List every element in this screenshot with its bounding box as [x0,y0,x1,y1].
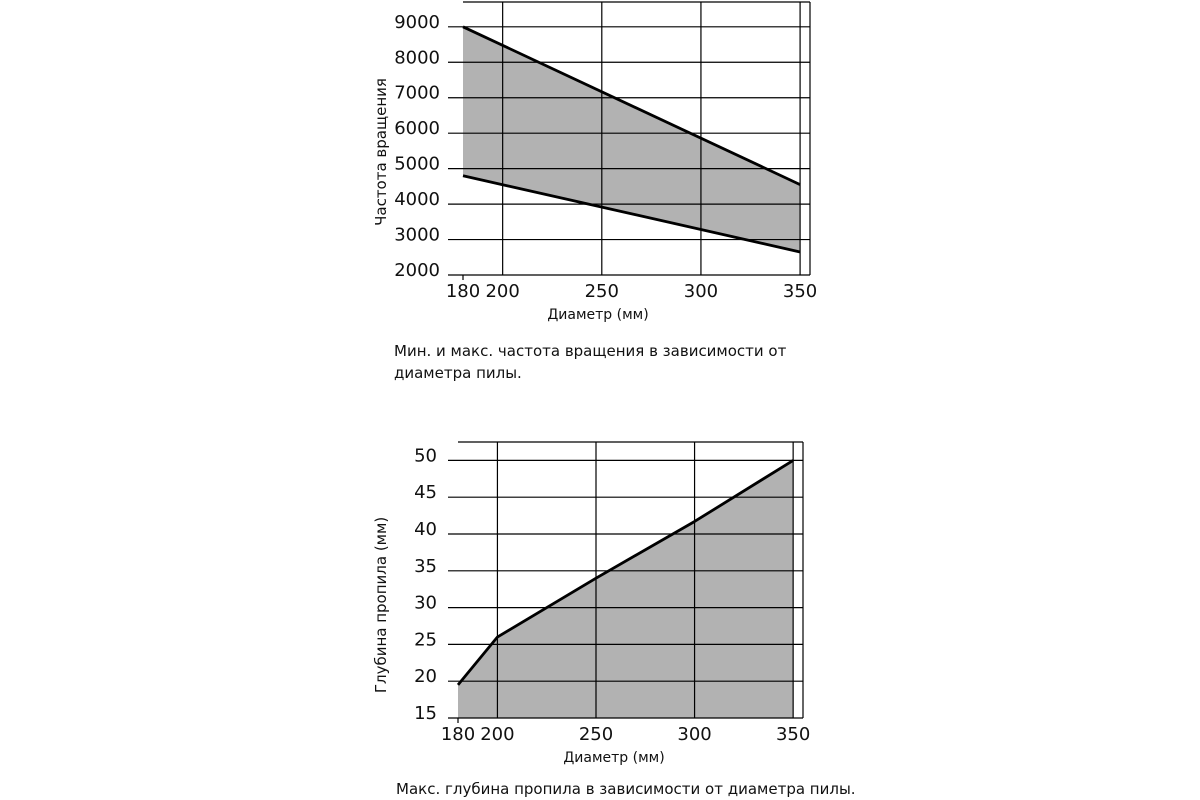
x-axis-label: Диаметр (мм) [547,307,649,323]
x-tick-label: 200 [480,724,515,745]
x-tick-label: 180 [440,724,476,745]
y-tick-label: 9000 [394,11,440,33]
x-tick-label: 300 [677,724,712,745]
y-tick-label: 5000 [394,153,440,175]
y-tick-label: 3000 [394,224,440,246]
x-axis-label: Диаметр (мм) [563,750,665,766]
y-tick-label: 2000 [394,260,440,281]
y-tick-label: 30 [414,592,437,614]
x-tick-label: 350 [782,281,818,302]
y-tick-label: 15 [414,703,437,724]
y-axis-label: Частота вращения [372,78,390,226]
rotation-speed-caption: Мин. и макс. частота вращения в зависимости от диаметра пилы. [394,342,787,382]
chart-area-fill [463,27,800,252]
y-tick-label: 35 [414,555,437,577]
y-tick-label: 6000 [394,118,440,140]
x-tick-label: 200 [485,281,520,302]
x-tick-label: 250 [578,724,614,745]
y-tick-label: 45 [414,482,437,504]
y-tick-label: 50 [414,445,437,467]
x-tick-label: 180 [445,281,481,302]
y-tick-label: 40 [414,519,437,540]
y-tick-label: 20 [414,666,437,688]
cut-depth-chart [0,430,1200,775]
x-tick-label: 350 [775,724,811,745]
x-tick-label: 250 [584,281,619,302]
y-tick-label: 7000 [394,82,440,104]
y-tick-label: 25 [414,629,437,651]
x-tick-label: 300 [683,281,719,302]
chart-area-fill [458,460,793,718]
cut-depth-caption: Макс. глубина пропила в зависимости от диаметра пилы. [396,780,856,798]
y-tick-label: 8000 [394,47,440,69]
y-tick-label: 4000 [394,189,440,211]
rotation-speed-chart [0,0,1200,330]
y-axis-label: Глубина пропила (мм) [372,516,390,694]
